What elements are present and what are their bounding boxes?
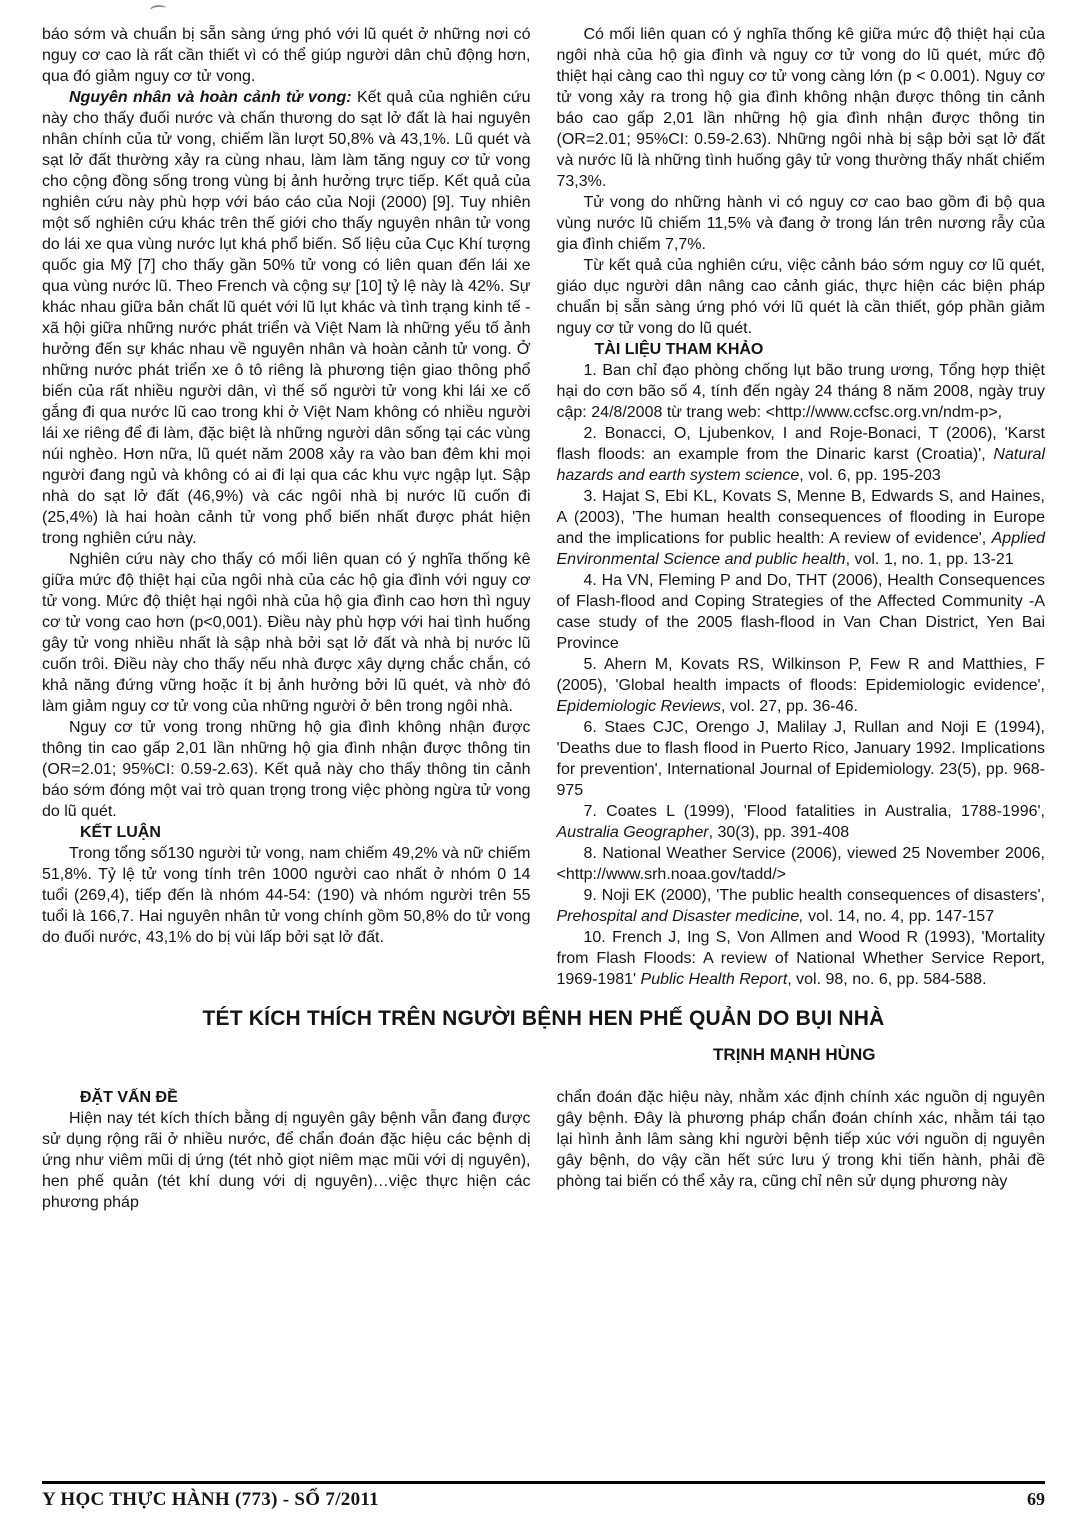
paragraph <box>557 801 1046 843</box>
paragraph <box>42 843 531 948</box>
text-run: chẩn đoán đặc hiệu này, nhằm xác định chính xác nguồn dị nguyên gây bệnh. Đây là phương pháp chẩn đoán chính xác, nhằm tái tạo lại hình ảnh lâm sàng khi người bệnh tiếp xúc với nguồn dị nguyên gây bệnh, do vậy cần hết sức lưu ý trong khi tiến hành, phải đề phòng tai biến có thể xảy ra, cũng chỉ nên sử dụng phương này <box>556 1089 1045 1190</box>
paragraph <box>557 843 1046 885</box>
article1-right-column <box>557 24 1046 990</box>
paragraph <box>557 927 1046 990</box>
paragraph <box>557 654 1046 717</box>
text-run: TÀI LIỆU THAM KHẢO <box>594 341 764 358</box>
text-run: Có mối liên quan có ý nghĩa thống kê giữa mức độ thiệt hại của ngôi nhà của hộ gia đình và nguy cơ tử vong do lũ quét, mức độ thiệt hại càng cao thì nguy cơ tử vong càng lớn (p < 0.001). Nguy cơ tử vong xảy ra trong hộ gia đình không nhận được thông tin cảnh báo cao gấp 2,01 lần những hộ gia đình nhận được thông tin (OR=2.01; 95%CI: 0.59-2.63). Những ngôi nhà bị sập bởi sạt lở đất và nước lũ là những tình huống gây tử vong thường thấy nhất chiếm 73,3%. <box>556 26 1045 190</box>
text-run: báo sớm và chuẩn bị sẵn sàng ứng phó với lũ quét ở những nơi có nguy cơ cao là rất cần thiết vì có thể giúp người dân chủ động hơn, qua đó giảm nguy cơ tử vong. <box>42 26 531 85</box>
paragraph <box>42 1108 531 1213</box>
page-footer <box>42 1481 1045 1510</box>
text-run: 5. Ahern M, Kovats RS, Wilkinson P, Few R and Matthies, F (2005), 'Global health impacts of floods: Epidemiologic evidence', <box>556 656 1045 694</box>
paragraph <box>557 24 1046 192</box>
text-run: Tử vong do những hành vi có nguy cơ cao bao gồm đi bộ qua vùng nước lũ chiếm 11,5% và đang ở trong lán trên nương rẫy của gia đình chiếm 7,7%. <box>556 194 1045 253</box>
text-run: Applied Environmental Science and public health <box>556 530 1045 568</box>
text-run: Epidemiologic Reviews <box>556 698 722 715</box>
text-run: 2. Bonacci, O, Ljubenkov, I and Roje-Bonaci, T (2006), 'Karst flash floods: an example from the Dinaric karst (Croatia)', <box>556 425 1045 463</box>
paragraph <box>557 717 1046 801</box>
section-heading <box>42 822 531 843</box>
text-run: , vol. 27, pp. 36-46. <box>721 698 858 715</box>
section-heading <box>557 339 1046 360</box>
paragraph <box>42 717 531 822</box>
text-run: Nguyên nhân và hoàn cảnh tử vong: <box>69 89 357 106</box>
text-run: Nghiên cứu này cho thấy có mối liên quan có ý nghĩa thống kê giữa mức độ thiệt hại của ngôi nhà của các hộ gia đình với nguy cơ tử vong. Mức độ thiệt hại ngôi nhà của hộ gia đình cao hơn thì nguy cơ tử vong cao hơn (p<0,001). Điều này phù hợp với hai tình huống gây tử vong nhiều nhất là sập nhà bởi sạt lở đất và nhà bị nước lũ cuốn trôi. Điều này cho thấy nếu nhà được xây dựng chắc chắn, có khả năng đứng vững hoặc ít bị ảnh hưởng bởi lũ quét, và nhờ đó làm giảm nguy cơ tử vong của những người ở bên trong ngôi nhà. <box>42 551 531 715</box>
text-run: Trong tổng số130 người tử vong, nam chiếm 49,2% và nữ chiếm 51,8%. Tỷ lệ tử vong tính trên 1000 người cao nhất ở nhóm 0 14 tuổi (269,4), tiếp đến là nhóm 44-54: (190) và nhóm người trên 55 tuổi là 166,7. Hai nguyên nhân tử vong chính gồm 50,8% do tử vong do đuối nước, 43,1% do bị vùi lấp bởi sạt lở đất. <box>42 845 531 946</box>
text-run: 4. Ha VN, Fleming P and Do, THT (2006), Health Consequences of Flash-flood and Coping Strategies of the Affected Community -A case study of the 2005 flash-flood in Van Chan District, Yen Bai Province <box>556 572 1045 652</box>
journal-name: Y HỌC THỰC HÀNH (773) - SỐ 7/2011 <box>42 1489 379 1510</box>
article2-left-column <box>42 1087 531 1213</box>
paragraph <box>557 1087 1046 1192</box>
text-run: 7. Coates L (1999), 'Flood fatalities in Australia, 1788-1996', <box>583 803 1045 820</box>
paragraph <box>42 549 531 717</box>
text-run: Nguy cơ tử vong trong những hộ gia đình không nhận được thông tin cao gấp 2,01 lần những hộ gia đình nhận được thông tin (OR=2.01; 95%CI: 0.59-2.63). Kết quả này cho thấy thông tin cảnh báo sớm đóng một vai trò quan trọng trong việc phòng ngừa tử vong do lũ quét. <box>42 719 531 820</box>
text-run: 1. Ban chỉ đạo phòng chống lụt bão trung ương, Tổng hợp thiệt hại do cơn bão số 4, tính đến ngày 24 tháng 8 năm 2008, ngày truy cập: 24/8/2008 từ trang web: <http://www.ccfsc.org.vn/ndm-p>, <box>556 362 1045 421</box>
text-run: , vol. 98, no. 6, pp. 584-588. <box>787 971 987 988</box>
text-run: Natural hazards and earth system science <box>556 446 1045 484</box>
text-run: Kết quả của nghiên cứu này cho thấy đuối nước và chấn thương do sạt lở đất là hai nguyên nhân chính của tử vong, chiếm lần lượt 50,8% và 43,1%. Lũ quét và sạt lở đất thường xảy ra cùng nhau, làm làm tăng nguy cơ tử vong cho cộng đồng sống trong vùng bị ảnh hưởng trực tiếp. Kết quả của nghiên cứu này phù hợp với báo cáo của Noji (2000) [9]. Tuy nhiên một số nghiên cứu khác trên thế giới cho thấy nguyên nhân tử vong do lái xe qua vùng nước lụt khá phổ biến. Số liệu của Cục Khí tượng quốc gia Mỹ [7] cho thấy gần 50% tử vong có liên quan đến lái xe qua vùng nước lũ. Theo French và cộng sự [10] tỷ lệ này là 42%. Sự khác nhau giữa bản chất lũ quét với lũ lụt khác và tình trạng kinh tế - xã hội giữa những nước phát triển và Việt Nam là những yếu tố ảnh hưởng đến sự khác nhau về nguyên nhân và hoàn cảnh tử vong. Ở những nước phát triển xe ô tô riêng là phương tiện giao thông phổ biến của rất nhiều người dân, vì thế số người tử vong khi lái xe cố gắng đi qua nước lũ cao trong khi ở Việt Nam không có nhiều người lái xe riêng để đi làm, đặc biệt là những người dân sống tại các vùng núi nghèo. Hơn nữa, lũ quét năm 2008 xảy ra vào ban đêm khi mọi người đang ngủ và không có ai đi lại qua các khu vực ngập lụt. Sập nhà do sạt lở đất (46,9%) và các ngôi nhà bị nước lũ cuốn đi (25,4%) là hai hoàn cảnh tử vong phổ biến nhất được phát hiện trong nghiên cứu này. <box>42 89 531 547</box>
text-run: , vol. 1, no. 1, pp. 13-21 <box>845 551 1014 568</box>
paragraph <box>557 360 1046 423</box>
paragraph <box>557 423 1046 486</box>
text-run: ĐẶT VẤN ĐỀ <box>80 1089 178 1106</box>
text-run: Public Health Report <box>640 971 788 988</box>
text-run: 6. Staes CJC, Orengo J, Malilay J, Rullan and Noji E (1994), 'Deaths due to flash flood in Puerto Rico, January 1992. Implications for prevention', International Journal of Epidemiology. 23(5), pp. 968-975 <box>556 719 1045 799</box>
section-heading <box>42 1087 531 1108</box>
article1-columns <box>42 24 1045 990</box>
paragraph <box>557 192 1046 255</box>
text-run: 8. National Weather Service (2006), viewed 25 November 2006, <http://www.srh.noaa.gov/tadd/> <box>556 845 1045 883</box>
article2-title: TÉT KÍCH THÍCH TRÊN NGƯỜI BỆNH HEN PHẾ QUẢN DO BỤI NHÀ <box>202 1007 885 1030</box>
paragraph <box>557 885 1046 927</box>
text-run: 3. Hajat S, Ebi KL, Kovats S, Menne B, Edwards S, and Haines, A (2003), 'The human health consequences of flooding in Europe and the implications for public health: A review of evidence', <box>556 488 1045 547</box>
text-run: Hiện nay tét kích thích bằng dị nguyên gây bệnh vẫn đang được sử dụng rộng rãi ở nhiều nước, để chẩn đoán đặc hiệu các bệnh dị ứng như viêm mũi dị ứng (tét nhỏ giọt niêm mạc mũi với dị nguyên), hen phế quản (tét khí dung với dị nguyên)…việc thực hiện các phương pháp <box>42 1110 531 1211</box>
text-run: Prehospital and Disaster medicine, <box>556 908 804 925</box>
text-run: , 30(3), pp. 391-408 <box>708 824 850 841</box>
article1-left-column <box>42 24 531 990</box>
text-run: Từ kết quả của nghiên cứu, việc cảnh báo sớm nguy cơ lũ quét, giáo dục người dân nâng cao cảnh giác, thực hiện các biện pháp chuẩn bị sẵn sàng ứng phó với lũ quét là cần thiết, góp phần giảm nguy cơ tử vong do lũ quét. <box>556 257 1045 337</box>
text-run: 10. French J, Ing S, Von Allmen and Wood R (1993), 'Mortality from Flash Floods: A review of National Whether Service Report, 1969-1981' <box>556 929 1045 988</box>
paragraph <box>42 87 531 549</box>
page-number: 69 <box>1027 1489 1045 1509</box>
article2-columns <box>42 1087 1045 1213</box>
text-run: , vol. 6, pp. 195-203 <box>799 467 941 484</box>
article2-right-column <box>557 1087 1046 1213</box>
article2-author: TRỊNH MẠNH HÙNG <box>713 1045 876 1064</box>
text-run: vol. 14, no. 4, pp. 147-157 <box>803 908 995 925</box>
paragraph <box>557 255 1046 339</box>
text-run: KẾT LUẬN <box>80 824 161 841</box>
text-run: 9. Noji EK (2000), 'The public health consequences of disasters', <box>583 887 1045 904</box>
text-run: Australia Geographer <box>556 824 709 841</box>
paragraph <box>557 486 1046 570</box>
paragraph <box>557 570 1046 654</box>
scan-artifact <box>150 4 167 15</box>
paragraph <box>42 24 531 87</box>
